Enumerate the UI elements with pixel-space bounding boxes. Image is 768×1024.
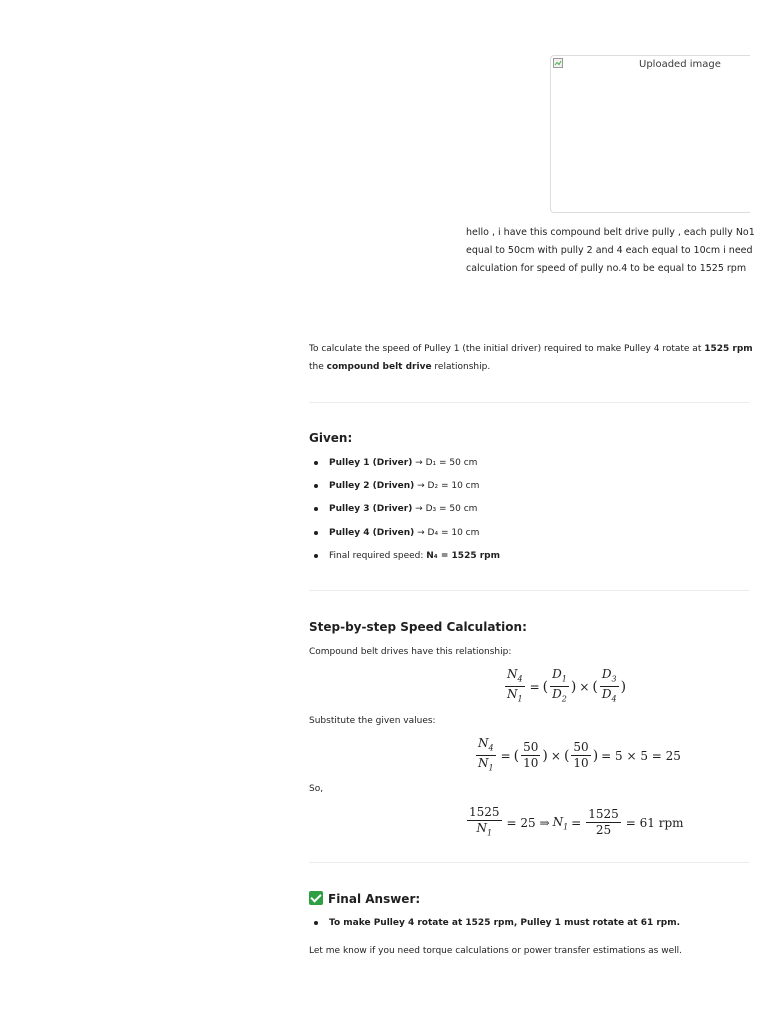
- result-text: = 5 × 5 = 25: [601, 748, 681, 763]
- assistant-intro: [309, 340, 753, 376]
- given-value: → D₃ = 50 cm: [412, 504, 478, 515]
- check-mark-icon: [309, 891, 323, 905]
- final-answer-text: To make Pulley 4 rotate at 1525 rpm, Pulley 1 must rotate at 61 rpm.: [329, 918, 681, 928]
- intro-paragraph: [309, 340, 753, 376]
- divider: [309, 862, 749, 863]
- times-sign: ×: [550, 748, 561, 763]
- steps-heading: Step-by-step Speed Calculation:: [309, 620, 527, 634]
- final-speed-value: N₄ = 1525 rpm: [426, 550, 500, 561]
- final-answer-title: Final Answer:: [328, 892, 421, 906]
- intro-text-2: the: [309, 362, 327, 372]
- closing-text: Let me know if you need torque calculations or power transfer estimations as well.: [309, 946, 682, 956]
- image-alt-text: Uploaded image: [639, 59, 721, 70]
- intro-text-3: relationship.: [431, 362, 491, 372]
- given-label: Pulley 3 (Driver): [329, 504, 413, 515]
- implies-text: = 25 ⇒: [506, 815, 550, 830]
- fraction: $\frac{N_4}{N_1}$: [478, 736, 494, 773]
- equals-sign: =: [500, 748, 511, 763]
- given-list: [309, 455, 500, 571]
- equals-sign: =: [571, 815, 582, 830]
- given-label: Pulley 1 (Driver): [329, 458, 413, 468]
- list-item: [309, 455, 500, 478]
- fraction: $\frac{1525}{N_1}$: [469, 805, 500, 838]
- final-answer-heading: [309, 891, 420, 906]
- list-item: [309, 501, 500, 524]
- substitution-equation: $\frac{N_4}{N_1}$ = ( $\frac{50}{10}$ ) × ( $\frac{50}{10}$ ) = 5 × 5 = 25: [478, 736, 681, 773]
- fraction: $\frac{N_4}{N_1}$: [507, 667, 523, 704]
- solution-equation: $\frac{1525}{N_1}$ = 25 ⇒ $N_1$ = $\frac{1525}{25}$ = 61 rpm: [469, 805, 684, 838]
- final-answer-list: [309, 915, 680, 938]
- fraction: $\frac{50}{10}$: [523, 740, 539, 771]
- given-value: → D₄ = 10 cm: [414, 527, 480, 538]
- list-item: [309, 548, 500, 571]
- intro-bold-rpm: 1525 rpm: [704, 344, 753, 354]
- list-item: [309, 915, 680, 938]
- equals-sign: =: [529, 679, 540, 694]
- relationship-text: Compound belt drives have this relationship:: [309, 647, 512, 657]
- given-value: → D₂ = 10 cm: [414, 481, 480, 492]
- given-label: Pulley 2 (Driven): [329, 481, 415, 492]
- list-item: [309, 525, 500, 548]
- relationship-equation: $\frac{N_4}{N_1}$ = ( $\frac{D_1}{D_2}$ ) × ( $\frac{D_3}{D_4}$ ): [507, 667, 627, 704]
- divider: [309, 402, 749, 403]
- fraction: $\frac{1525}{25}$: [588, 807, 619, 838]
- so-text: So,: [309, 784, 324, 794]
- fraction: $\frac{D_3}{D_4}$: [601, 667, 617, 704]
- broken-image-icon: [553, 58, 563, 68]
- uploaded-image[interactable]: [550, 55, 750, 213]
- list-item: [309, 478, 500, 501]
- divider: [309, 590, 749, 591]
- given-heading: Given:: [309, 431, 353, 445]
- fraction: $\frac{50}{10}$: [573, 740, 589, 771]
- given-label: Pulley 4 (Driven): [329, 527, 415, 538]
- times-sign: ×: [579, 679, 590, 694]
- final-speed-label: Final required speed:: [329, 550, 427, 561]
- intro-bold-term: compound belt drive: [326, 362, 432, 372]
- user-message-text: hello , i have this compound belt drive pully , each pully No1 equal to 50cm with pully 2 and 4 each equal to 10cm i need calculation for speed of pully no.4 to be equal to 1525 rpm: [466, 227, 755, 274]
- result-text: = 61 rpm: [625, 815, 684, 830]
- intro-text-1: To calculate the speed of Pulley 1 (the initial driver) required to make Pulley 4 rotate at: [309, 344, 705, 354]
- given-value: → D₁ = 50 cm: [412, 458, 478, 468]
- fraction: $\frac{D_1}{D_2}$: [552, 667, 567, 704]
- substitute-text: Substitute the given values:: [309, 716, 436, 726]
